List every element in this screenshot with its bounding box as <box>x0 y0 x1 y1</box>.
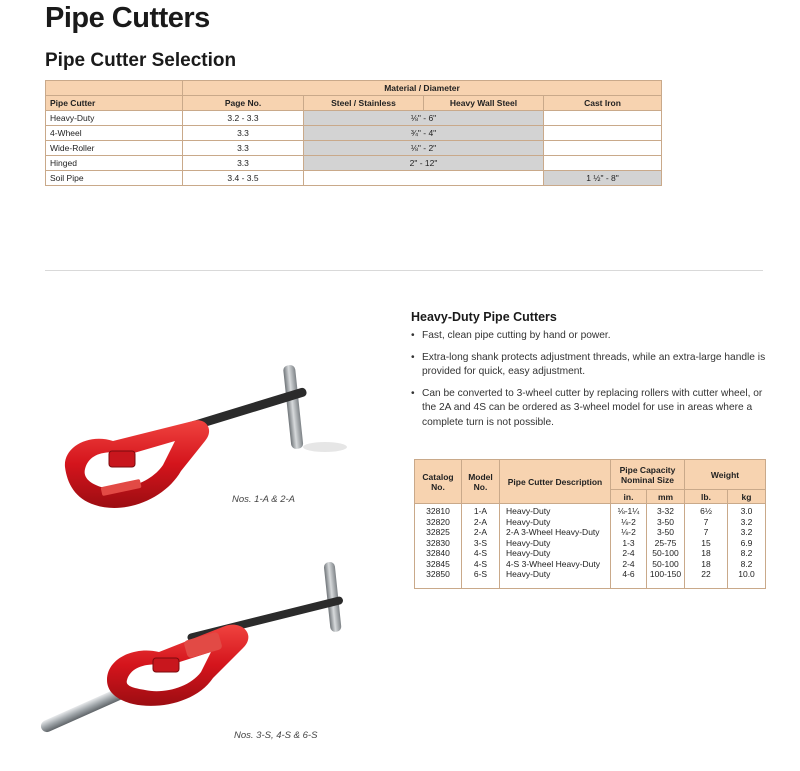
catalog-no: 32820 <box>426 516 450 527</box>
capacity-in: 2-4 <box>622 558 635 569</box>
description: 2-A 3-Wheel Heavy-Duty <box>506 527 600 537</box>
description: Heavy-Duty <box>506 548 551 558</box>
col-page-no: Page No. <box>183 96 304 111</box>
cutter-name: Wide-Roller <box>46 141 183 156</box>
cutter-name: Soil Pipe <box>46 171 183 186</box>
capacity-mm: 100-150 <box>649 569 682 579</box>
selection-column-header-row <box>46 96 662 111</box>
feature-list <box>408 329 768 437</box>
weight-lb: 18 <box>701 548 711 558</box>
capacity-in: ⅛-2 <box>621 516 636 527</box>
col-weight: Weight <box>685 460 766 490</box>
model-column <box>462 504 500 580</box>
catalog-no: 32810 <box>426 506 450 516</box>
weight-kg: 3.2 <box>740 527 753 537</box>
steel-range: ⅛" - 2" <box>304 141 544 156</box>
col-steel-stainless: Steel / Stainless <box>304 96 424 111</box>
cast-iron-range <box>544 156 662 171</box>
section-subtitle: Pipe Cutter Selection <box>45 50 237 71</box>
bullet-text: Fast, clean pipe cutting by hand or power. <box>422 330 611 341</box>
spec-table <box>414 459 766 589</box>
model-no: 2-A <box>473 516 488 527</box>
col-mm: mm <box>647 490 685 504</box>
cutter-name: Heavy-Duty <box>46 111 183 126</box>
list-item: • Fast, clean pipe cutting by hand or power. <box>411 330 611 341</box>
steel-range: 2" - 12" <box>304 156 544 171</box>
capacity-mm-column <box>647 504 685 580</box>
col-description: Pipe Cutter Description <box>500 460 611 504</box>
model-no: 4-S <box>473 548 488 558</box>
spec-table-bottom <box>415 580 766 589</box>
steel-range <box>304 171 544 186</box>
table-row <box>46 111 662 126</box>
catalog-no: 32825 <box>426 527 450 537</box>
page-no: 3.4 - 3.5 <box>183 171 304 186</box>
cutter-name: 4-Wheel <box>46 126 183 141</box>
cutter-name: Hinged <box>46 156 183 171</box>
page-no: 3.3 <box>183 156 304 171</box>
col-pipe-cutter: Pipe Cutter <box>46 96 183 111</box>
weight-lb-column <box>685 504 728 580</box>
col-cast-iron: Cast Iron <box>544 96 662 111</box>
weight-kg: 3.2 <box>740 516 753 527</box>
capacity-in: 4-6 <box>622 569 635 579</box>
page-no: 3.3 <box>183 126 304 141</box>
capacity-in-column <box>611 504 647 580</box>
catalog-no: 32830 <box>426 537 450 548</box>
pipe-cutter-3s-4s-6s-image <box>35 560 385 750</box>
description: 4-S 3-Wheel Heavy-Duty <box>506 558 601 569</box>
col-catalog-no: Catalog No. <box>415 460 462 504</box>
catalog-no: 32840 <box>426 548 450 558</box>
list-item: • Can be converted to 3-wheel cutter by replacing rollers with cutter wheel, or the 2A and 4S can be ordered as 3-wheel model for use in areas where a complete turn is not possible. <box>411 387 763 428</box>
cast-iron-range <box>544 111 662 126</box>
weight-kg: 8.2 <box>740 548 753 558</box>
weight-kg: 6.9 <box>740 537 753 548</box>
table-row <box>46 171 662 186</box>
table-row <box>46 156 662 171</box>
model-no: 3-S <box>473 537 488 548</box>
heavy-duty-section-title: Heavy-Duty Pipe Cutters <box>411 310 557 324</box>
capacity-mm: 3-50 <box>657 516 675 527</box>
steel-range: ⅛" - 6" <box>304 111 544 126</box>
capacity-in: 2-4 <box>622 548 635 558</box>
selection-table <box>45 80 662 186</box>
selection-group-header-row <box>46 81 662 96</box>
spec-body <box>415 504 766 580</box>
description: Heavy-Duty <box>506 569 551 579</box>
col-model-no: Model No. <box>462 460 500 504</box>
weight-lb: 7 <box>703 527 709 537</box>
capacity-mm: 3-50 <box>657 527 675 537</box>
col-in: in. <box>611 490 647 504</box>
page-no: 3.3 <box>183 141 304 156</box>
model-no: 6-S <box>473 569 488 579</box>
material-diameter-header: Material / Diameter <box>183 81 662 96</box>
model-no: 4-S <box>473 558 488 569</box>
page-title: Pipe Cutters <box>45 2 210 34</box>
weight-lb: 7 <box>703 516 709 527</box>
capacity-mm: 25-75 <box>654 537 677 548</box>
catalog-column <box>415 504 462 580</box>
weight-lb: 22 <box>701 569 711 579</box>
weight-kg-column <box>728 504 766 580</box>
weight-kg: 8.2 <box>740 558 753 569</box>
catalog-no: 32845 <box>426 558 450 569</box>
description-column <box>500 504 611 580</box>
capacity-in: ⅛-1¼ <box>617 506 640 516</box>
capacity-mm: 3-32 <box>657 506 675 516</box>
list-item: • Extra-long shank protects adjustment threads, while an extra-large handle is provided for quick, easy adjustment. <box>411 351 766 377</box>
weight-kg: 10.0 <box>738 569 755 579</box>
section-divider <box>45 270 763 271</box>
col-kg: kg <box>728 490 766 504</box>
page-no: 3.2 - 3.3 <box>183 111 304 126</box>
model-no: 2-A <box>473 527 488 537</box>
weight-lb: 15 <box>701 537 711 548</box>
bullet-text: Can be converted to 3-wheel cutter by replacing rollers with cutter wheel, or the 2A and 4S can be ordered as 3-wheel model for use in areas where a complete turn is not possible. <box>422 387 763 428</box>
catalog-no: 32850 <box>426 569 450 579</box>
description: Heavy-Duty <box>506 506 551 516</box>
steel-range: ¾" - 4" <box>304 126 544 141</box>
weight-lb: 18 <box>701 558 711 569</box>
col-lb: lb. <box>685 490 728 504</box>
col-pipe-capacity: Pipe Capacity Nominal Size <box>611 460 685 490</box>
capacity-in: ⅛-2 <box>621 527 636 537</box>
table-row <box>46 126 662 141</box>
table-row <box>46 141 662 156</box>
cast-iron-range <box>544 141 662 156</box>
capacity-mm: 50-100 <box>652 558 679 569</box>
weight-kg: 3.0 <box>740 506 753 516</box>
description: Heavy-Duty <box>506 516 551 527</box>
col-heavy-wall-steel: Heavy Wall Steel <box>424 96 544 111</box>
cast-iron-range: 1 ½" - 8" <box>544 171 662 186</box>
image-caption-1: Nos. 1-A & 2-A <box>232 494 296 505</box>
cast-iron-range <box>544 126 662 141</box>
pipe-cutter-1a-2a-image <box>55 355 355 535</box>
model-no: 1-A <box>473 506 488 516</box>
capacity-in: 1-3 <box>622 537 635 548</box>
capacity-mm: 50-100 <box>652 548 679 558</box>
weight-lb: 6½ <box>700 506 712 516</box>
bullet-text: Extra-long shank protects adjustment threads, while an extra-large handle is provided for quick, easy adjustment. <box>422 351 766 377</box>
spec-header-row <box>415 460 766 490</box>
description: Heavy-Duty <box>506 537 551 548</box>
image-caption-2: Nos. 3-S, 4-S & 6-S <box>234 730 318 741</box>
